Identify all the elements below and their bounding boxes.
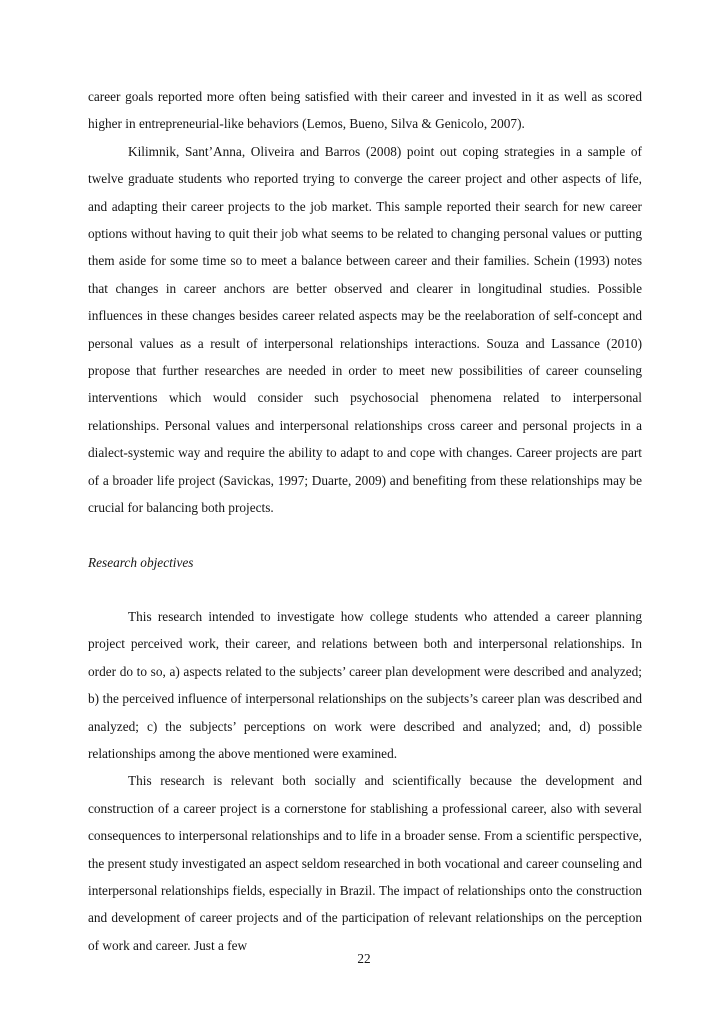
section-heading: Research objectives <box>88 554 194 570</box>
relevance-paragraph: This research is relevant both socially and scientifically because the development and construction of a career project is a cornerstone for stablishing a professional career, also with several consequences to interpersonal relationships and to life in a broader sense. From a scientific perspective, the present study investigated an aspect seldom researched in both vocational and career counseling and interpersonal relationships fields, especially in Brazil. The impact of relationships onto the construction and development of career projects and of the participation of relevant relationships on the perception of work and career. Just a few <box>88 773 642 953</box>
continued-paragraph: career goals reported more often being satisfied with their career and invested in it as well as scored higher in entrepreneurial-like behaviors (Lemos, Bueno, Silva & Genicolo, 2007). <box>88 89 642 132</box>
spacer <box>88 576 642 603</box>
body-text <box>88 83 642 959</box>
coping-strategies-paragraph: Kilimnik, Sant’Anna, Oliveira and Barros (2008) point out coping strategies in a sample of twelve graduate students who reported trying to converge the career project and other aspects of life, and adapting their career projects to the job market. This sample reported their search for new career options without having to quit their job what seems to be related to changing personal values or putting them aside for some time so to meet a balance between career and their families. Schein (1993) notes that changes in career anchors are better observed and clearer in longitudinal studies. Possible influences in these changes besides career related aspects may be the reelaboration of self-concept and personal values as a result of interpersonal relationships interactions. Souza and Lassance (2010) propose that further researches are needed in order to meet new possibilities of career counseling interventions which would consider such psychosocial phenomena related to interpersonal relationships. Personal values and interpersonal relationships cross career and personal projects in a dialect-systemic way and require the ability to adapt to and cope with changes. Career projects are part of a broader life project (Savickas, 1997; Duarte, 2009) and benefiting from these relationships may be crucial for balancing both projects. <box>88 143 642 516</box>
research-intent-paragraph: This research intended to investigate how college students who attended a career planning project perceived work, their career, and relations between both and interpersonal relationships. In order do to so, a) aspects related to the subjects’ career plan development were described and analyzed; b) the perceived influence of interpersonal relationships on the subjects’s career plan was described and analyzed; c) the subjects’ perceptions on work were described and analyzed; and, d) possible relationships among the above mentioned were examined. <box>88 608 642 761</box>
spacer <box>88 522 642 549</box>
page-number: 22 <box>357 951 371 966</box>
